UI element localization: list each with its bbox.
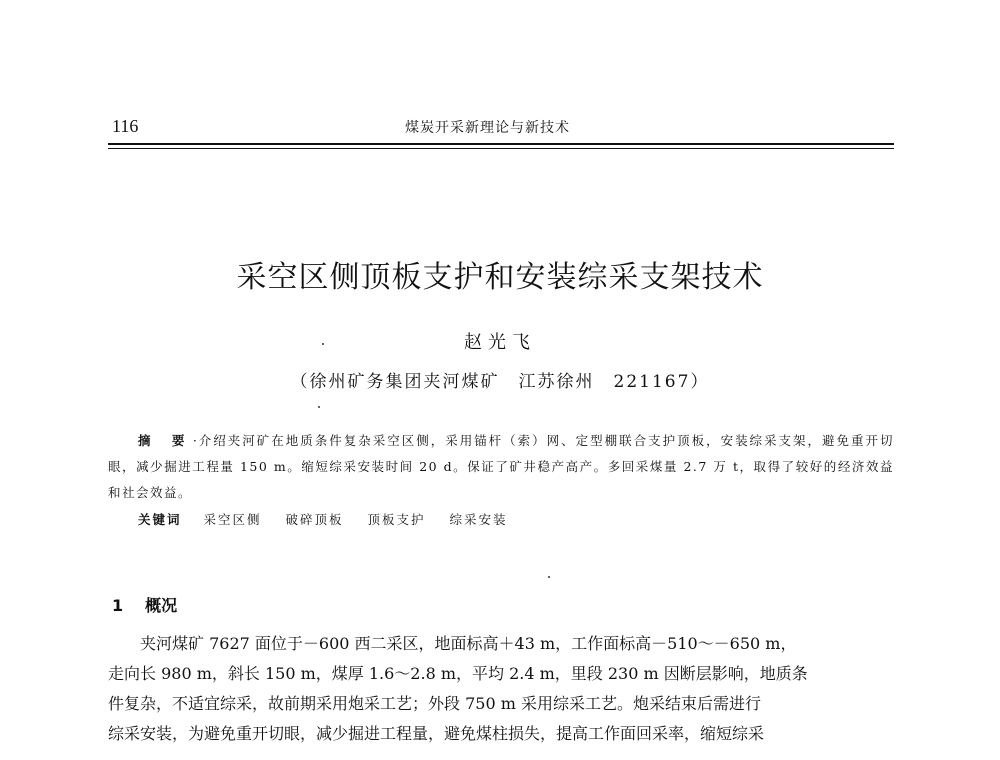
- keywords: [138, 510, 894, 528]
- keyword: 顶板支护: [367, 512, 426, 527]
- abstract-label: 摘 要: [138, 433, 193, 448]
- keywords-label: 关键词: [138, 512, 182, 527]
- running-header: 煤炭开采新理论与新技术: [405, 120, 570, 136]
- author-affiliation: （徐州矿务集团夹河煤矿 江苏徐州 221167）: [290, 372, 710, 392]
- keyword: 综采安装: [449, 512, 508, 527]
- section-number: 1: [112, 596, 124, 615]
- header-rule-thin: [108, 148, 894, 149]
- article-title: 采空区侧顶板支护和安装综采支架技术: [236, 260, 764, 295]
- keyword: 破碎顶板: [285, 512, 344, 527]
- author-name: 赵光飞: [464, 332, 536, 353]
- body-line: 件复杂，不适宜综采，故前期采用炮采工艺；外段 750 m 采用综采工艺。炮采结束后需进行: [108, 694, 761, 713]
- body-line: 走向长 980 m，斜长 150 m，煤厚 1.6～2.8 m，平均 2.4 m，里段 230 m 因断层影响，地质条: [108, 664, 808, 683]
- scan-speck: [322, 343, 324, 345]
- section-heading: [112, 593, 177, 616]
- abstract: [108, 428, 894, 506]
- keyword: 采空区侧: [203, 512, 262, 527]
- scan-speck: [318, 406, 320, 408]
- section-title: 概况: [145, 596, 178, 615]
- body-line: 综采安装，为避免重开切眼，减少掘进工程量，避免煤柱损失，提高工作面回采率，缩短综采: [108, 724, 765, 743]
- body-line: 夹河煤矿 7627 面位于－600 西二采区，地面标高＋43 m，工作面标高－510～－650 m，: [140, 634, 797, 653]
- abstract-text: ·介绍夹河矿在地质条件复杂采空区侧，采用锚杆（索）网、定型棚联合支护顶板，安装综采支架，避免重开切眼，减少掘进工程量 150 m。缩短综采安装时间 20 d。保证了矿井稳产高产。多回采煤量 2.7 万 t，取得了较好的经济效益和社会效益。: [108, 433, 894, 500]
- body-paragraph: [108, 629, 894, 749]
- scan-speck: [548, 576, 550, 578]
- header-rule-thick: [108, 143, 894, 145]
- page-number: 116: [112, 116, 139, 136]
